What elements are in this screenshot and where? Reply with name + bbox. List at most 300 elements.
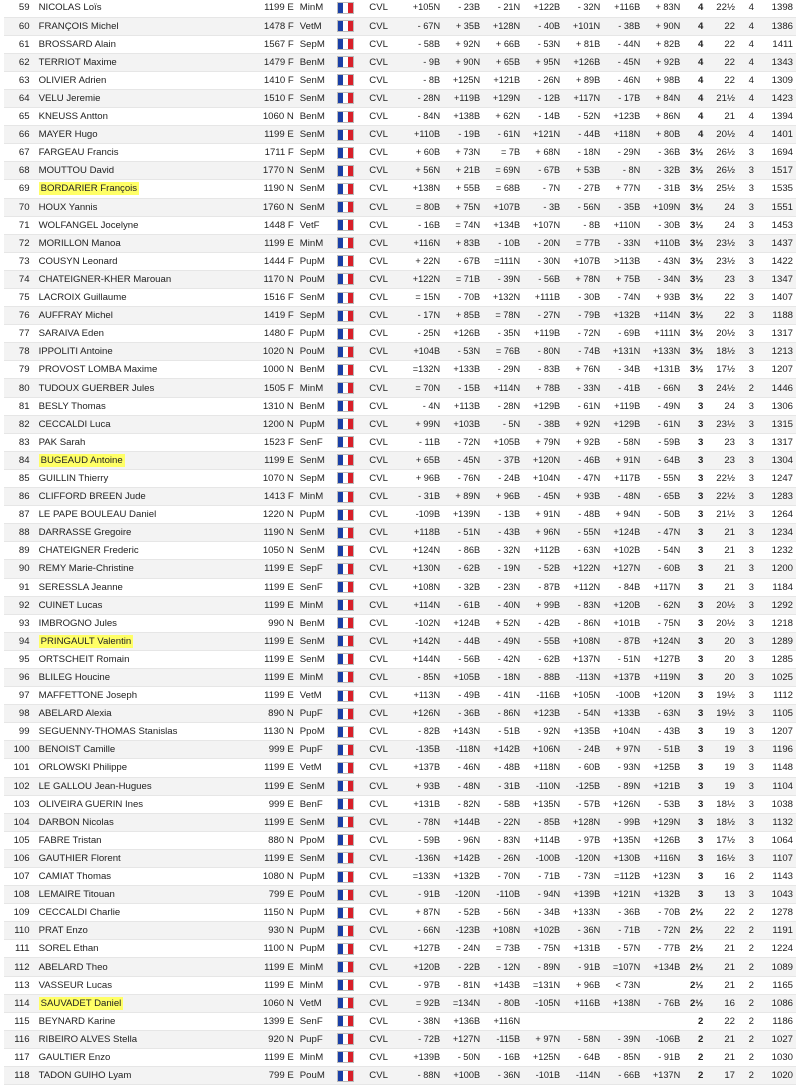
player-name[interactable]: CHATEIGNER Frederic <box>38 545 139 557</box>
tiebreak2-cell: 4 <box>738 108 757 126</box>
player-name-cell[interactable] <box>36 53 245 71</box>
league-cell: CVL <box>366 958 402 976</box>
player-name[interactable]: BROSSARD Alain <box>38 38 116 50</box>
round-result-cell: +135N <box>523 795 563 813</box>
round-result-cell: +119B <box>603 397 643 415</box>
round-result-cell: -101B <box>523 1067 563 1085</box>
category-cell: BenM <box>297 361 335 379</box>
flag-cell <box>335 379 367 397</box>
place-cell: 84 <box>4 451 36 469</box>
round-result-cell: +111N <box>643 325 683 343</box>
flag-cell <box>335 361 367 379</box>
player-name[interactable]: MAYER Hugo <box>38 129 98 141</box>
round-result-cell: - 48N <box>443 777 483 795</box>
player-name-cell[interactable] <box>36 144 245 162</box>
player-name[interactable]: SARAIVA Eden <box>38 328 105 340</box>
round-result-cell: - 55N <box>643 469 683 487</box>
points-cell: 3 <box>683 632 706 650</box>
france-flag-icon <box>337 1015 354 1027</box>
player-name-cell[interactable] <box>36 831 245 849</box>
elo-cell: 1448 F <box>244 216 297 234</box>
round-result-cell: - 62N <box>643 596 683 614</box>
round-result-cell: +125N <box>523 1048 563 1066</box>
round-result-cell: + 96B <box>402 469 443 487</box>
category-cell: MinM <box>297 379 335 397</box>
player-name[interactable]: CECCALDI Luca <box>38 418 111 430</box>
player-name-cell[interactable] <box>36 813 245 831</box>
tiebreak2-cell: 3 <box>738 397 757 415</box>
elo-cell: 990 N <box>244 614 297 632</box>
tiebreak2-cell: 3 <box>738 578 757 596</box>
france-flag-icon <box>337 545 354 557</box>
elo-cell: 799 E <box>244 1067 297 1085</box>
place-cell: 78 <box>4 343 36 361</box>
player-name[interactable]: VASSEUR Lucas <box>38 979 112 991</box>
player-name-cell[interactable] <box>36 469 245 487</box>
tiebreak2-cell: 4 <box>738 35 757 53</box>
round-result-cell: - 97B <box>563 831 603 849</box>
player-name-cell[interactable] <box>36 1048 245 1066</box>
player-name[interactable]: LACROIX Guillaume <box>38 292 127 304</box>
round-result-cell: -123B <box>443 922 483 940</box>
round-result-cell: - 67B <box>523 162 563 180</box>
tiebreak1-cell: 16 <box>706 868 738 886</box>
round-result-cell: + 75B <box>603 270 643 288</box>
tiebreak2-cell: 3 <box>738 632 757 650</box>
round-result-cell: +133N <box>643 343 683 361</box>
player-name-cell[interactable] <box>36 361 245 379</box>
player-name[interactable]: FABRE Tristan <box>38 834 102 846</box>
round-result-cell: =134N <box>443 994 483 1012</box>
league-cell: CVL <box>366 705 402 723</box>
round-result-cell: -125B <box>563 777 603 795</box>
player-name-cell[interactable] <box>36 578 245 596</box>
flag-cell <box>335 560 367 578</box>
france-flag-icon <box>337 346 354 358</box>
place-cell: 67 <box>4 144 36 162</box>
player-name[interactable]: TERRIOT Maxime <box>38 56 117 68</box>
player-name-cell[interactable] <box>36 270 245 288</box>
round-result-cell: +134B <box>643 958 683 976</box>
player-name-cell[interactable] <box>36 723 245 741</box>
flag-cell <box>335 17 367 35</box>
place-cell: 109 <box>4 904 36 922</box>
points-cell: 3 <box>683 795 706 813</box>
round-result-cell: +139N <box>443 506 483 524</box>
player-name-cell[interactable] <box>36 1012 245 1030</box>
round-result-cell: + 65B <box>483 53 523 71</box>
player-name-cell[interactable] <box>36 89 245 107</box>
player-name-highlighted[interactable]: SAUVADET Daniel <box>40 997 122 1009</box>
tiebreak2-cell: 3 <box>738 705 757 723</box>
player-name[interactable]: PRAT Enzo <box>38 925 88 937</box>
round-result-cell: - 32N <box>563 0 603 17</box>
round-result-cell: -136N <box>402 849 443 867</box>
tiebreak2-cell: 2 <box>738 994 757 1012</box>
player-name-cell[interactable] <box>36 180 245 198</box>
tiebreak1-cell: 20½ <box>706 325 738 343</box>
round-result-cell: - 85N <box>402 668 443 686</box>
player-name[interactable]: BEYNARD Karine <box>38 1015 116 1027</box>
player-name[interactable]: CHATEIGNER-KHER Marouan <box>38 273 172 285</box>
round-result-cell: - 93N <box>603 759 643 777</box>
player-name-highlighted[interactable]: PRINGAULT Valentin <box>40 635 132 647</box>
league-cell: CVL <box>366 922 402 940</box>
round-result-cell: - 26N <box>523 71 563 89</box>
tiebreak2-cell: 3 <box>738 469 757 487</box>
league-cell: CVL <box>366 614 402 632</box>
performance-cell: 1038 <box>757 795 796 813</box>
round-result-cell: +105B <box>483 433 523 451</box>
player-name-cell[interactable] <box>36 650 245 668</box>
points-cell: 3½ <box>683 289 706 307</box>
player-name[interactable]: CUINET Lucas <box>38 599 103 611</box>
round-result-cell: = 71B <box>443 270 483 288</box>
place-cell: 82 <box>4 415 36 433</box>
place-cell: 105 <box>4 831 36 849</box>
category-cell: SenF <box>297 578 335 596</box>
player-name[interactable]: LEMAIRE Titouan <box>38 889 115 901</box>
performance-cell: 1317 <box>757 433 796 451</box>
player-name-cell[interactable] <box>36 379 245 397</box>
points-cell: 4 <box>683 108 706 126</box>
player-name[interactable]: ORTSCHEIT Romain <box>38 653 130 665</box>
place-cell: 97 <box>4 687 36 705</box>
player-name[interactable]: COUSYN Leonard <box>38 255 118 267</box>
player-name-cell[interactable] <box>36 560 245 578</box>
elo-cell: 1199 E <box>244 126 297 144</box>
performance-cell: 1411 <box>757 35 796 53</box>
round-result-cell: =131N <box>523 976 563 994</box>
category-cell: BenM <box>297 614 335 632</box>
france-flag-icon <box>337 798 354 810</box>
league-cell: CVL <box>366 53 402 71</box>
flag-cell <box>335 668 367 686</box>
player-name[interactable]: PAK Sarah <box>38 436 86 448</box>
round-result-cell: - 87B <box>603 632 643 650</box>
tiebreak2-cell: 3 <box>738 325 757 343</box>
player-name-cell[interactable] <box>36 886 245 904</box>
player-name-cell[interactable] <box>36 705 245 723</box>
performance-cell: 1422 <box>757 252 796 270</box>
table-row <box>4 379 796 397</box>
round-result-cell: +119N <box>643 668 683 686</box>
table-row <box>4 180 796 198</box>
round-result-cell: + 35B <box>443 17 483 35</box>
player-name[interactable]: WOLFANGEL Jocelyne <box>38 219 139 231</box>
player-name-highlighted[interactable]: BUGEAUD Antoine <box>40 454 123 466</box>
round-result-cell: - 56B <box>523 270 563 288</box>
player-name[interactable]: MOUTTOU David <box>38 165 115 177</box>
points-cell: 3½ <box>683 270 706 288</box>
player-name[interactable]: AUFFRAY Michel <box>38 310 113 322</box>
player-name-cell[interactable] <box>36 759 245 777</box>
table-row <box>4 940 796 958</box>
tiebreak1-cell: 20½ <box>706 596 738 614</box>
performance-cell: 1213 <box>757 343 796 361</box>
player-name[interactable]: CECCALDI Charlie <box>38 907 121 919</box>
player-name[interactable]: CLIFFORD BREEN Jude <box>38 491 146 503</box>
round-result-cell: - 67N <box>402 17 443 35</box>
flag-cell <box>335 687 367 705</box>
player-name[interactable]: DARBON Nicolas <box>38 816 114 828</box>
player-name[interactable]: VELU Jeremie <box>38 93 101 105</box>
place-cell: 71 <box>4 216 36 234</box>
standings-body <box>4 0 796 1085</box>
round-result-cell: - 58B <box>402 35 443 53</box>
round-result-cell: - 80B <box>483 994 523 1012</box>
elo-cell: 930 N <box>244 922 297 940</box>
player-name-cell[interactable] <box>36 958 245 976</box>
category-cell: PupM <box>297 904 335 922</box>
player-name-cell[interactable] <box>36 415 245 433</box>
flag-cell <box>335 524 367 542</box>
flag-cell <box>335 234 367 252</box>
player-name-cell[interactable] <box>36 940 245 958</box>
player-name-cell[interactable] <box>36 216 245 234</box>
player-name[interactable]: FARGEAU Francis <box>38 147 119 159</box>
player-name-cell[interactable] <box>36 397 245 415</box>
round-result-cell: +116N <box>483 1012 523 1030</box>
round-result-cell: - 85N <box>603 1048 643 1066</box>
player-name[interactable]: ABELARD Theo <box>38 961 108 973</box>
player-name[interactable]: MORILLON Manoa <box>38 237 121 249</box>
player-name[interactable]: LE PAPE BOULEAU Daniel <box>38 509 157 521</box>
round-result-cell: +129N <box>643 813 683 831</box>
elo-cell: 1199 E <box>244 976 297 994</box>
round-result-cell: +131B <box>643 361 683 379</box>
player-name-cell[interactable] <box>36 868 245 886</box>
performance-cell: 1347 <box>757 270 796 288</box>
player-name-cell[interactable] <box>36 795 245 813</box>
elo-cell: 999 E <box>244 741 297 759</box>
round-result-cell: - 57N <box>603 940 643 958</box>
round-result-cell: + 92N <box>443 35 483 53</box>
france-flag-icon <box>337 907 354 919</box>
round-result-cell: - 31B <box>483 777 523 795</box>
league-cell: CVL <box>366 488 402 506</box>
player-name-cell[interactable] <box>36 325 245 343</box>
player-name-cell[interactable] <box>36 687 245 705</box>
performance-cell: 1143 <box>757 868 796 886</box>
player-name[interactable]: NICOLAS Loïs <box>38 2 102 14</box>
round-result-cell: - 71B <box>523 868 563 886</box>
player-name-cell[interactable] <box>36 71 245 89</box>
player-name-cell[interactable] <box>36 433 245 451</box>
round-result-cell: +143N <box>443 723 483 741</box>
player-name-cell[interactable] <box>36 17 245 35</box>
player-name[interactable]: KNEUSS Antton <box>38 111 108 123</box>
player-name[interactable]: GAUTHIER Florent <box>38 852 121 864</box>
player-name-cell[interactable] <box>36 668 245 686</box>
player-name-cell[interactable] <box>36 614 245 632</box>
player-name[interactable]: SOREL Ethan <box>38 943 99 955</box>
tiebreak1-cell: 22 <box>706 307 738 325</box>
player-name-cell[interactable] <box>36 126 245 144</box>
player-name-cell[interactable] <box>36 596 245 614</box>
points-cell: 3 <box>683 886 706 904</box>
player-name-highlighted[interactable]: BORDARIER François <box>40 183 138 195</box>
player-name[interactable]: OLIVEIRA GUERIN Ines <box>38 798 144 810</box>
player-name[interactable]: RIBEIRO ALVES Stella <box>38 1033 138 1045</box>
performance-cell: 1551 <box>757 198 796 216</box>
player-name[interactable]: SEGUENNY-THOMAS Stanislas <box>38 726 178 738</box>
place-cell: 114 <box>4 994 36 1012</box>
player-name-cell[interactable] <box>36 488 245 506</box>
tiebreak2-cell: 3 <box>738 668 757 686</box>
player-name[interactable]: PROVOST LOMBA Maxime <box>38 364 158 376</box>
round-result-cell: - 72N <box>443 433 483 451</box>
player-name[interactable]: GUILLIN Thierry <box>38 472 109 484</box>
player-name-cell[interactable] <box>36 451 245 469</box>
tiebreak1-cell: 17 <box>706 1067 738 1085</box>
player-name-cell[interactable] <box>36 234 245 252</box>
place-cell: 93 <box>4 614 36 632</box>
round-result-cell: + 73N <box>443 144 483 162</box>
table-row <box>4 723 796 741</box>
player-name-cell[interactable] <box>36 904 245 922</box>
round-result-cell: + 66B <box>483 35 523 53</box>
player-name[interactable]: DARRASSE Gregoire <box>38 527 132 539</box>
player-name[interactable]: BESLY Thomas <box>38 400 106 412</box>
points-cell: 4 <box>683 89 706 107</box>
round-result-cell: = 74N <box>443 216 483 234</box>
performance-cell: 1043 <box>757 886 796 904</box>
france-flag-icon <box>337 147 354 159</box>
round-result-cell: - 91B <box>402 886 443 904</box>
player-name[interactable]: ORLOWSKI Philippe <box>38 762 128 774</box>
france-flag-icon <box>337 491 354 503</box>
france-flag-icon <box>337 979 354 991</box>
player-name-cell[interactable] <box>36 632 245 650</box>
round-result-cell: + 77N <box>603 180 643 198</box>
round-result-cell: +127N <box>443 1030 483 1048</box>
round-result-cell: +111B <box>523 289 563 307</box>
player-name[interactable]: SERESSLA Jeanne <box>38 581 123 593</box>
round-result-cell: - 49N <box>643 397 683 415</box>
round-result-cell: = 68B <box>483 180 523 198</box>
category-cell: SepM <box>297 144 335 162</box>
player-name[interactable]: LE GALLOU Jean-Hugues <box>38 780 152 792</box>
round-result-cell: - 94N <box>523 886 563 904</box>
table-row <box>4 234 796 252</box>
performance-cell: 1309 <box>757 71 796 89</box>
round-result-cell: +108N <box>402 578 443 596</box>
player-name-cell[interactable] <box>36 0 245 17</box>
round-result-cell: +129N <box>483 89 523 107</box>
flag-cell <box>335 614 367 632</box>
place-cell: 70 <box>4 198 36 216</box>
france-flag-icon <box>337 111 354 123</box>
round-result-cell: +122N <box>402 270 443 288</box>
category-cell: PupM <box>297 506 335 524</box>
player-name-cell[interactable] <box>36 777 245 795</box>
player-name[interactable]: GAULTIER Enzo <box>38 1051 111 1063</box>
league-cell: CVL <box>366 542 402 560</box>
elo-cell: 1130 N <box>244 723 297 741</box>
tiebreak1-cell: 22 <box>706 1012 738 1030</box>
france-flag-icon <box>337 183 354 195</box>
player-name[interactable]: BLILEG Houcine <box>38 672 111 684</box>
points-cell: 3 <box>683 469 706 487</box>
player-name[interactable]: TADON GUIHO Lyam <box>38 1070 132 1082</box>
player-name-cell[interactable] <box>36 1067 245 1085</box>
player-name-cell[interactable] <box>36 108 245 126</box>
player-name-cell[interactable] <box>36 976 245 994</box>
round-result-cell: - 41B <box>603 379 643 397</box>
france-flag-icon <box>337 653 354 665</box>
player-name-cell[interactable] <box>36 922 245 940</box>
tiebreak2-cell: 3 <box>738 813 757 831</box>
player-name-cell[interactable] <box>36 849 245 867</box>
round-result-cell: - 63N <box>563 542 603 560</box>
player-name-cell[interactable] <box>36 506 245 524</box>
table-row <box>4 831 796 849</box>
player-name-cell[interactable] <box>36 524 245 542</box>
player-name[interactable]: CAMIAT Thomas <box>38 871 112 883</box>
points-cell: 3 <box>683 524 706 542</box>
player-name-cell[interactable] <box>36 542 245 560</box>
player-name-cell[interactable] <box>36 307 245 325</box>
player-name-cell[interactable] <box>36 994 245 1012</box>
player-name-cell[interactable] <box>36 198 245 216</box>
flag-cell <box>335 940 367 958</box>
category-cell: PupM <box>297 325 335 343</box>
round-result-cell <box>643 976 683 994</box>
player-name-cell[interactable] <box>36 343 245 361</box>
round-result-cell: - 61N <box>483 126 523 144</box>
round-result-cell: - 27N <box>523 307 563 325</box>
player-name-cell[interactable] <box>36 35 245 53</box>
category-cell: PupF <box>297 741 335 759</box>
round-result-cell: - 91B <box>563 958 603 976</box>
player-name[interactable]: ABELARD Alexia <box>38 708 112 720</box>
category-cell: SenM <box>297 524 335 542</box>
player-name-cell[interactable] <box>36 252 245 270</box>
player-name-cell[interactable] <box>36 289 245 307</box>
player-name[interactable]: IPPOLITI Antoine <box>38 346 113 358</box>
player-name[interactable]: FRANÇOIS Michel <box>38 20 119 32</box>
round-result-cell: - 50N <box>443 1048 483 1066</box>
round-result-cell: - 8B <box>402 71 443 89</box>
player-name[interactable]: BENOIST Camille <box>38 744 116 756</box>
round-result-cell: + 96B <box>483 488 523 506</box>
league-cell: CVL <box>366 976 402 994</box>
tiebreak2-cell: 3 <box>738 886 757 904</box>
round-result-cell: +137N <box>563 650 603 668</box>
round-result-cell: +121N <box>603 886 643 904</box>
player-name[interactable]: TUDOUX GUERBER Jules <box>38 382 155 394</box>
player-name[interactable]: OLIVIER Adrien <box>38 74 107 86</box>
performance-cell: 1264 <box>757 506 796 524</box>
player-name[interactable]: REMY Marie-Christine <box>38 563 134 575</box>
player-name-cell[interactable] <box>36 162 245 180</box>
round-result-cell: - 39N <box>603 1030 643 1048</box>
round-result-cell: + 79N <box>523 433 563 451</box>
player-name[interactable]: HOUX Yannis <box>38 201 98 213</box>
player-name[interactable]: MAFFETTONE Joseph <box>38 690 138 702</box>
france-flag-icon <box>337 635 354 647</box>
player-name-cell[interactable] <box>36 741 245 759</box>
tiebreak1-cell: 22 <box>706 904 738 922</box>
performance-cell: 1437 <box>757 234 796 252</box>
round-result-cell: +142B <box>443 849 483 867</box>
round-result-cell: +121B <box>483 71 523 89</box>
player-name[interactable]: IMBROGNO Jules <box>38 617 117 629</box>
category-cell: PupM <box>297 868 335 886</box>
player-name-cell[interactable] <box>36 1030 245 1048</box>
league-cell: CVL <box>366 35 402 53</box>
